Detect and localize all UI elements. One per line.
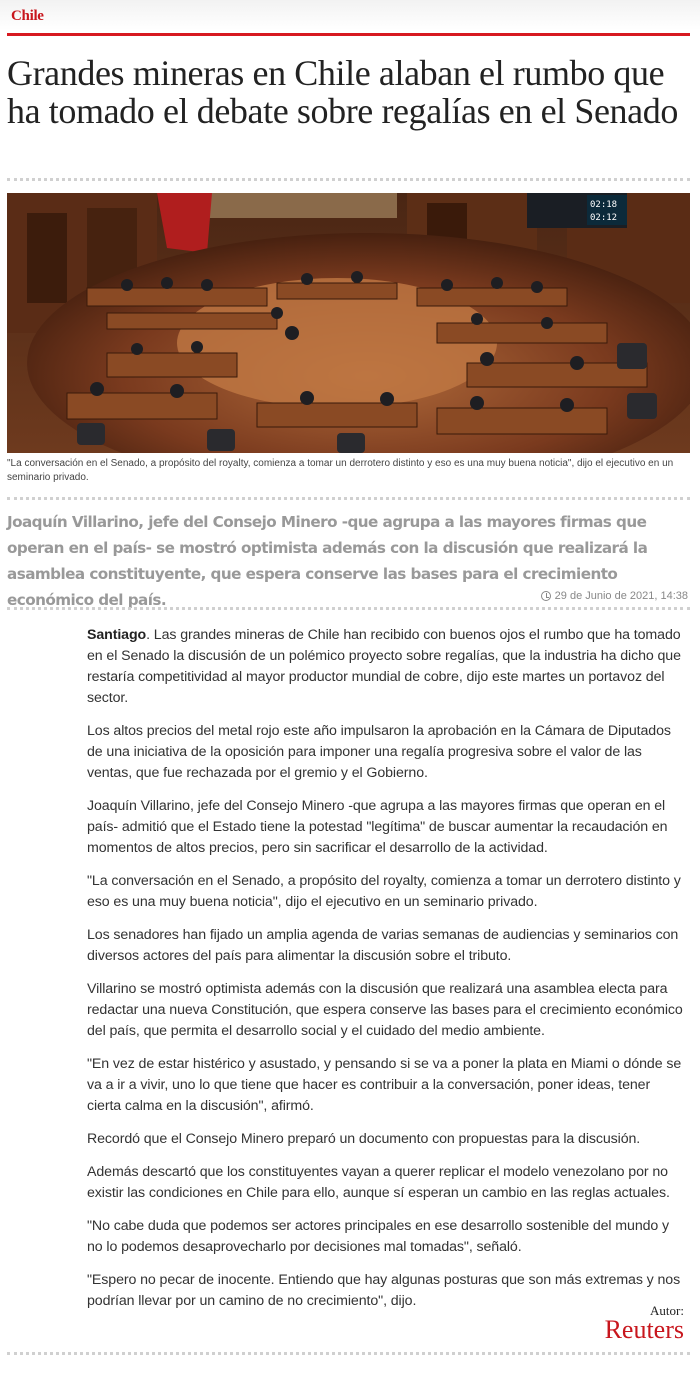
header-rule: [7, 33, 690, 36]
screen-clock-2: 02:12: [590, 213, 618, 223]
body-paragraph: "Espero no pecar de inocente. Entiendo que hay algunas posturas que son más extremas y nos podrían llevar por un camino de no crecimiento", dijo.: [87, 1272, 681, 1309]
author-label: Autor:: [650, 1303, 684, 1318]
body-paragraph: Los altos precios del metal rojo este año impulsaron la aprobación en la Cámara de Diputados de una iniciativa de la oposición para imponer una regalía progresiva sobre el valor de las ventas, que fue rechazada por el gremio y el Gobierno.: [87, 723, 671, 781]
body-paragraph: "No cabe duda que podemos ser actores principales en ese desarrollo sostenible del mundo y no lo podemos desaprovecharlo por decisiones mal tomadas", señaló.: [87, 1218, 670, 1255]
clock-icon: [541, 591, 551, 601]
body-paragraph: "La conversación en el Senado, a propósito del royalty, comienza a tomar un derrotero distinto y eso es una muy buena noticia", dijo el ejecutivo en un seminario privado.: [87, 873, 681, 910]
body-paragraph: Los senadores han fijado un amplia agenda de varias semanas de audiencias y seminarios con diversos actores del país para alimentar la discusión sobre el tributo.: [87, 927, 679, 964]
dotted-divider: [7, 607, 690, 610]
section-link-chile[interactable]: Chile: [11, 8, 44, 24]
article-headline: Grandes mineras en Chile alaban el rumbo que ha tomado el debate sobre regalías en el Senado: [7, 53, 678, 131]
dotted-divider: [7, 178, 690, 181]
dateline: Santiago: [87, 627, 147, 643]
author-name: Reuters: [604, 1315, 684, 1344]
dotted-divider: [7, 497, 690, 500]
photo-caption: "La conversación en el Senado, a propósito del royalty, comienza a tomar un derrotero distinto y eso es una muy buena noticia", dijo el ejecutivo en un seminario privado.: [7, 458, 674, 483]
body-paragraph: [87, 625, 683, 709]
body-paragraph: Además descartó que los constituyentes vayan a querer replicar el modelo venezolano por no existir las condiciones en Chile para ello, aunque sí esperan un cambio en las reglas actuales.: [87, 1164, 670, 1201]
article-photo: [7, 193, 690, 453]
paragraph-text: . Las grandes mineras de Chile han recibido con buenos ojos el rumbo que ha tomado en el Senado la discusión de un polémico proyecto sobre regalías, que la industria ha dicho que restaría competitividad al mayor productor mundial de cobre, dijo este martes un portavoz del sector.: [87, 627, 681, 706]
dotted-divider: [7, 1352, 690, 1355]
body-paragraph: Joaquín Villarino, jefe del Consejo Minero -que agrupa a las mayores firmas que operan en el país- admitió que el Estado tiene la potestad "legítima" de buscar aumentar la recaudación en momentos de altos precios, pero sin sacrificar el desarrollo de la actividad.: [87, 798, 668, 856]
article-summary: Joaquín Villarino, jefe del Consejo Minero -que agrupa a las mayores firmas que operan en el país- se mostró optimista además con la discusión que realizará la asamblea constituyente, que espera conserve las bases para el crecimiento económico del país.: [7, 513, 648, 609]
screen-clock-1: 02:18: [590, 200, 618, 210]
article-body: [87, 625, 683, 1324]
publish-date-text: 29 de Junio de 2021, 14:38: [554, 590, 688, 602]
body-paragraph: "En vez de estar histérico y asustado, y pensando si se va a poner la plata en Miami o dónde se va a ir a vivir, uno lo que tiene que hacer es contribuir a la conversación, poner ideas, tener cierta calma en la discusión", afirmó.: [87, 1056, 682, 1114]
publish-date: [541, 590, 688, 602]
body-paragraph: Villarino se mostró optimista además con la discusión que realizará una asamblea electa para redactar una nueva Constitución, que espera conserve las bases para el crecimiento económico del país, que permita el desarrollo social y el cuidado del medio ambiente.: [87, 981, 683, 1039]
body-paragraph: Recordó que el Consejo Minero preparó un documento con propuestas para la discusión.: [87, 1131, 641, 1147]
top-bar: [0, 0, 700, 30]
senate-chamber-image: [7, 193, 690, 453]
